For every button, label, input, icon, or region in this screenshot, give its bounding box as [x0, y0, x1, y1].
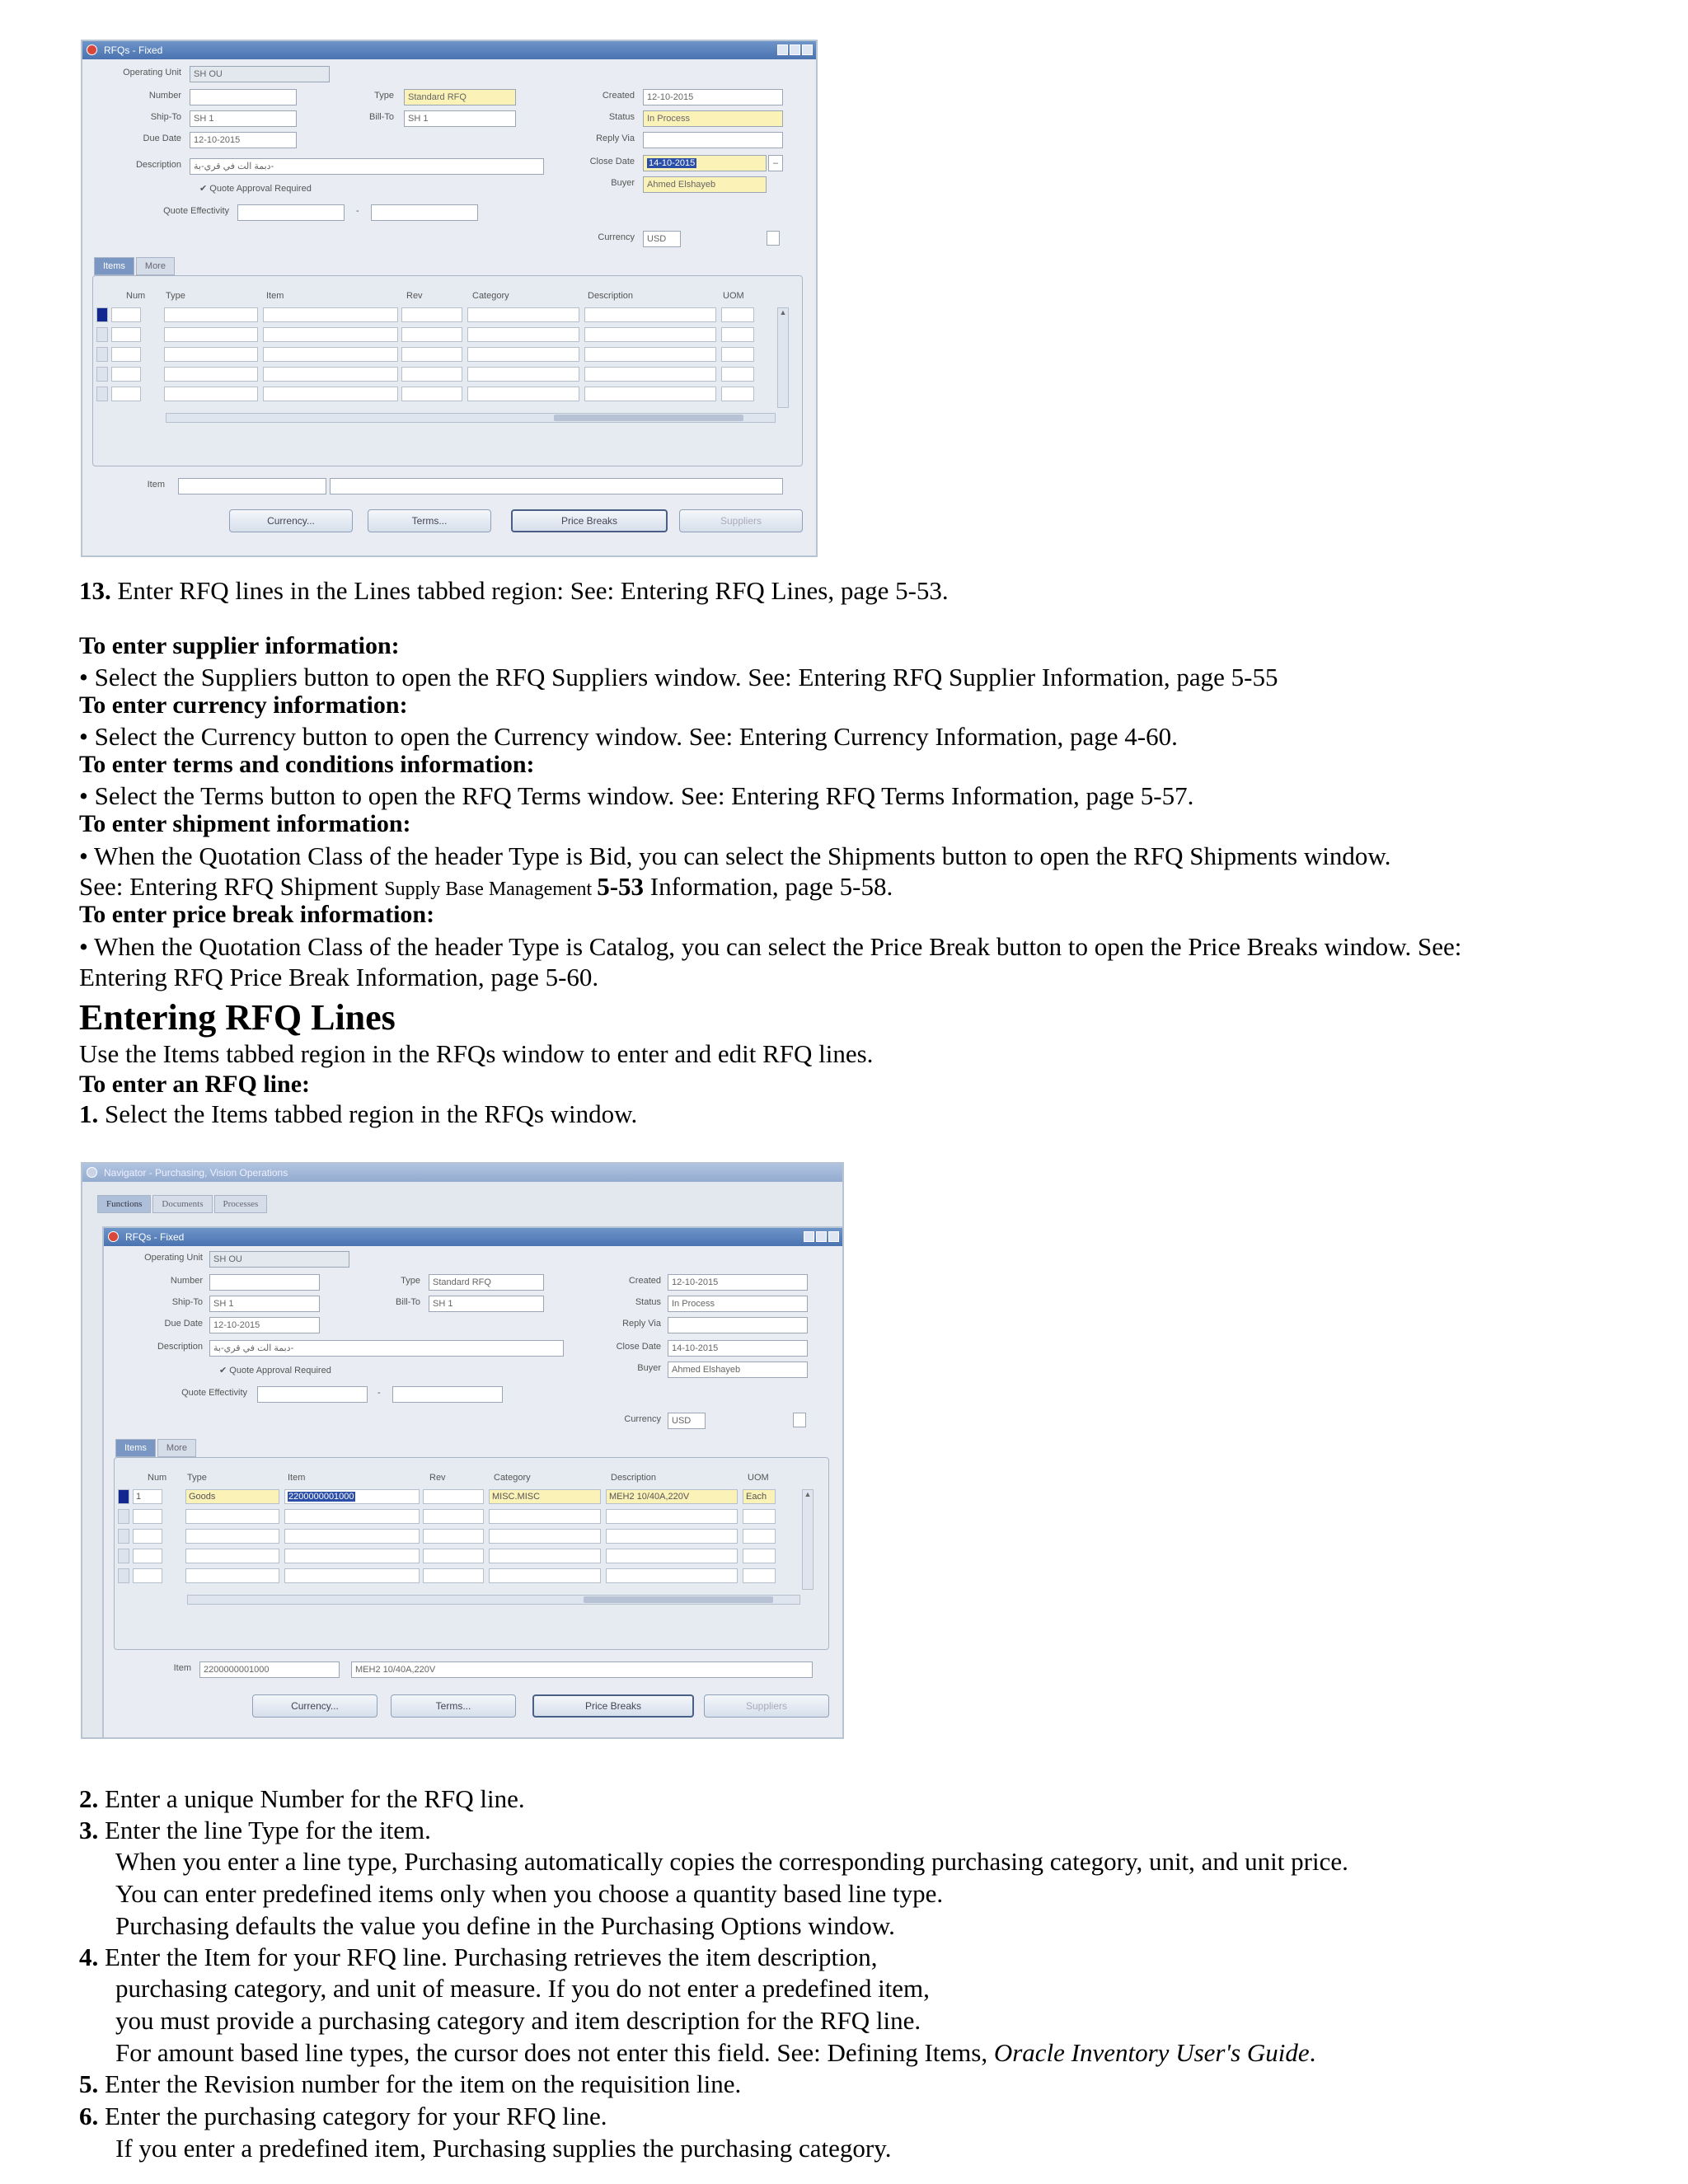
step-5: [79, 2069, 741, 2100]
col-rev: Rev: [429, 1473, 446, 1483]
step-4: [79, 1942, 878, 1973]
grid-cell[interactable]: [185, 1509, 279, 1524]
grid-cell[interactable]: [111, 327, 141, 342]
quote-approval-checkbox[interactable]: ✔ Quote Approval Required: [199, 184, 312, 194]
detail-text: For amount based line types, the cursor does not enter this field. See: Defining Items,: [115, 2038, 994, 2067]
item-description-field[interactable]: [330, 478, 783, 494]
label-operating-unit: Operating Unit: [123, 68, 181, 77]
step-3-detail-a: When you enter a line type, Purchasing automatically copies the corresponding purchasing category, unit, and unit price.: [115, 1847, 1348, 1876]
item-description-field[interactable]: MEH2 10/40A,220V: [351, 1661, 813, 1678]
minimize-icon[interactable]: [804, 1231, 814, 1242]
item-code-field[interactable]: [178, 478, 326, 494]
label-reply-via: Reply Via: [622, 1319, 661, 1329]
step-text: Enter the Revision number for the item on the requisition line.: [98, 2069, 742, 2098]
label-due-date: Due Date: [143, 134, 181, 143]
step-number: 3.: [79, 1816, 99, 1844]
label-currency: Currency: [624, 1414, 661, 1424]
col-uom: UOM: [748, 1473, 769, 1483]
grid-cell[interactable]: [284, 1509, 420, 1524]
quote-approval-checkbox[interactable]: ✔ Quote Approval Required: [219, 1366, 331, 1376]
currency-field[interactable]: USD: [668, 1413, 706, 1429]
grid-cell[interactable]: [423, 1489, 484, 1504]
navigator-tabs: [97, 1195, 267, 1213]
grid-cell[interactable]: [111, 347, 141, 362]
grid-cell[interactable]: [133, 1568, 162, 1583]
label-close-date: Close Date: [616, 1342, 661, 1352]
label-item: Item: [173, 1663, 191, 1673]
grid-cell[interactable]: [467, 347, 579, 362]
quote-effectivity-from[interactable]: [257, 1386, 368, 1403]
row-selector[interactable]: [118, 1509, 129, 1524]
grid-cell[interactable]: [401, 307, 462, 322]
due-date-field[interactable]: 12-10-2015: [190, 132, 297, 148]
price-breaks-button[interactable]: Price Breaks: [511, 509, 668, 532]
grid-cell[interactable]: [133, 1529, 162, 1544]
heading-enter-line: To enter an RFQ line:: [79, 1071, 311, 1098]
grid-cell[interactable]: [606, 1568, 738, 1583]
label-type: Type: [374, 91, 394, 101]
grid-cell[interactable]: [467, 367, 579, 382]
grid-cell[interactable]: [401, 347, 462, 362]
navigator-titlebar: [82, 1164, 842, 1182]
grid-cell[interactable]: [489, 1509, 601, 1524]
nav-tab-documents[interactable]: Documents: [152, 1195, 212, 1213]
section-title: Entering RFQ Lines: [79, 997, 396, 1038]
label-status: Status: [635, 1297, 661, 1307]
col-description: Description: [588, 291, 634, 301]
label-quote-effectivity: Quote Effectivity: [163, 206, 229, 216]
grid-cell[interactable]: [423, 1529, 484, 1544]
step-4-detail-b: you must provide a purchasing category and item description for the RFQ line.: [115, 2006, 921, 2035]
step-number: 5.: [79, 2069, 99, 2098]
col-item: Item: [266, 291, 284, 301]
nav-tab-functions[interactable]: Functions: [97, 1195, 151, 1213]
tab-more[interactable]: More: [136, 257, 175, 275]
para-currency: • Select the Currency button to open the Currency window. See: Entering Currency Information, page 4-60.: [79, 722, 1178, 751]
type-field[interactable]: Standard RFQ: [404, 89, 516, 105]
grid-cell[interactable]: [584, 327, 716, 342]
due-date-field[interactable]: 12-10-2015: [209, 1317, 320, 1333]
grid-cell[interactable]: [743, 1568, 776, 1583]
grid-horizontal-scrollbar[interactable]: [166, 413, 776, 423]
grid-cell[interactable]: [467, 307, 579, 322]
row-selector[interactable]: [96, 307, 108, 322]
grid-cell[interactable]: Each: [743, 1489, 776, 1504]
running-page-number: 5-53: [597, 872, 645, 901]
label-buyer: Buyer: [611, 178, 635, 188]
grid-cell[interactable]: [164, 307, 258, 322]
step-3: [79, 1815, 431, 1846]
buyer-field[interactable]: Ahmed Elshayeb: [668, 1361, 808, 1378]
close-date-lov-button[interactable]: –: [768, 155, 783, 171]
quote-effectivity-dash: -: [377, 1388, 381, 1398]
step-number: 13.: [79, 576, 111, 605]
grid-vertical-scrollbar[interactable]: ▲: [802, 1489, 814, 1590]
step-13: [79, 575, 949, 607]
terms-button[interactable]: Terms...: [391, 1694, 516, 1718]
heading-price-break: To enter price break information:: [79, 901, 435, 928]
heading-currency: To enter currency information:: [79, 691, 408, 719]
grid-cell[interactable]: [164, 347, 258, 362]
col-type: Type: [187, 1473, 207, 1483]
grid-cell[interactable]: [263, 387, 398, 401]
type-field[interactable]: Standard RFQ: [429, 1274, 544, 1291]
number-field[interactable]: [209, 1274, 320, 1291]
buyer-field[interactable]: Ahmed Elshayeb: [643, 176, 767, 193]
row-selector[interactable]: [118, 1529, 129, 1544]
tab-items[interactable]: Items: [94, 257, 134, 275]
grid-cell[interactable]: [164, 327, 258, 342]
grid-cell[interactable]: [133, 1549, 162, 1563]
quote-effectivity-to[interactable]: [371, 204, 478, 221]
nav-tab-processes[interactable]: Processes: [214, 1195, 268, 1213]
grid-cell[interactable]: [584, 367, 716, 382]
grid-cell[interactable]: [111, 307, 141, 322]
col-item: Item: [288, 1473, 306, 1483]
row-selector[interactable]: [118, 1549, 129, 1563]
grid-cell[interactable]: [423, 1549, 484, 1563]
heading-shipment: To enter shipment information:: [79, 810, 411, 837]
step-6: [79, 2101, 607, 2132]
price-breaks-button[interactable]: Price Breaks: [532, 1694, 694, 1718]
grid-cell[interactable]: [721, 307, 754, 322]
grid-cell[interactable]: [185, 1549, 279, 1563]
grid-cell[interactable]: [185, 1568, 279, 1583]
description-field[interactable]: دبمة الت في قري-بة-: [209, 1340, 564, 1357]
reply-via-field[interactable]: [668, 1317, 808, 1333]
grid-cell[interactable]: [263, 307, 398, 322]
grid-cell[interactable]: [284, 1568, 420, 1583]
grid-cell[interactable]: [133, 1509, 162, 1524]
tab-strip: [94, 257, 175, 275]
quote-approval-label: Quote Approval Required: [209, 184, 312, 194]
status-field[interactable]: In Process: [643, 110, 783, 127]
grid-cell[interactable]: [401, 387, 462, 401]
item-code-field[interactable]: 2200000001000: [199, 1661, 340, 1678]
selected-item-value: 2200000001000: [288, 1492, 354, 1502]
grid-cell[interactable]: [721, 347, 754, 362]
grid-cell[interactable]: [467, 387, 579, 401]
grid-cell[interactable]: [111, 387, 141, 401]
window-controls[interactable]: [777, 45, 813, 55]
quote-effectivity-dash: -: [356, 206, 359, 216]
suppliers-button[interactable]: Suppliers: [679, 509, 803, 532]
currency-button[interactable]: Currency...: [252, 1694, 377, 1718]
created-field[interactable]: 12-10-2015: [643, 89, 783, 105]
grid-cell[interactable]: [423, 1568, 484, 1583]
grid-cell[interactable]: [489, 1549, 601, 1563]
label-reply-via: Reply Via: [596, 134, 635, 143]
label-status: Status: [608, 112, 635, 122]
label-number: Number: [148, 91, 181, 101]
grid-cell[interactable]: MISC.MISC: [489, 1489, 601, 1504]
lines-grid: [114, 1457, 829, 1650]
heading-supplier: To enter supplier information:: [79, 632, 400, 659]
step-text: Enter the Item for your RFQ line. Purchasing retrieves the item description,: [98, 1943, 878, 1971]
grid-cell[interactable]: [284, 1489, 420, 1504]
close-date-value: 14-10-2015: [649, 158, 696, 168]
grid-cell[interactable]: [263, 347, 398, 362]
currency-field[interactable]: USD: [643, 231, 681, 247]
grid-cell[interactable]: [423, 1509, 484, 1524]
grid-cell[interactable]: [401, 327, 462, 342]
para-terms: • Select the Terms button to open the RFQ Terms window. See: Entering RFQ Terms Information, page 5-57.: [79, 781, 1194, 810]
col-rev: Rev: [406, 291, 423, 301]
label-quote-effectivity: Quote Effectivity: [181, 1388, 247, 1398]
label-item: Item: [147, 480, 165, 490]
window-titlebar: [82, 41, 816, 59]
col-category: Category: [494, 1473, 531, 1483]
grid-cell[interactable]: 1: [133, 1489, 162, 1504]
para-lines: Use the Items tabbed region in the RFQs window to enter and edit RFQ lines.: [79, 1039, 874, 1068]
tab-strip: [115, 1439, 196, 1457]
grid-cell[interactable]: [584, 307, 716, 322]
shipment-text-d: Information, page 5-58.: [644, 872, 893, 901]
para-supplier: • Select the Suppliers button to open the RFQ Suppliers window. See: Entering RFQ Supplier Information, page 5-55: [79, 663, 1278, 691]
rfq-form-screenshot-2: [102, 1226, 844, 1739]
running-footer: Supply Base Management: [384, 879, 598, 900]
grid-cell[interactable]: [263, 367, 398, 382]
grid-cell[interactable]: [606, 1509, 738, 1524]
tab-items[interactable]: Items: [115, 1439, 156, 1457]
step-number: 4.: [79, 1943, 99, 1971]
heading-terms: To enter terms and conditions information:: [79, 751, 535, 778]
navigator-title: Navigator - Purchasing, Vision Operations: [104, 1167, 288, 1179]
label-ship-to: Ship-To: [150, 112, 181, 122]
quote-approval-label: Quote Approval Required: [229, 1366, 331, 1376]
close-date-field[interactable]: [643, 155, 767, 171]
bill-to-field[interactable]: SH 1: [404, 110, 516, 127]
operating-unit-field[interactable]: SH OU: [209, 1251, 349, 1268]
label-close-date: Close Date: [589, 157, 635, 166]
step-number: 1.: [79, 1099, 99, 1128]
col-type: Type: [166, 291, 185, 301]
grid-cell[interactable]: [401, 367, 462, 382]
rfq-form-screenshot-1: [81, 40, 818, 557]
row-selector[interactable]: [96, 367, 108, 382]
currency-button[interactable]: Currency...: [229, 509, 353, 532]
step-text: Enter a unique Number for the RFQ line.: [98, 1784, 525, 1813]
step-number: 2.: [79, 1784, 99, 1813]
grid-cell[interactable]: [743, 1549, 776, 1563]
tab-more[interactable]: More: [157, 1439, 196, 1457]
row-selector[interactable]: [118, 1489, 129, 1504]
minimize-icon[interactable]: [777, 45, 788, 55]
attachment-icon[interactable]: [793, 1413, 806, 1427]
maximize-icon[interactable]: [790, 45, 800, 55]
label-operating-unit: Operating Unit: [144, 1253, 203, 1263]
grid-cell[interactable]: [284, 1549, 420, 1563]
window-title: RFQs - Fixed: [104, 45, 163, 56]
bill-to-field[interactable]: SH 1: [429, 1296, 544, 1312]
para-price-2: Entering RFQ Price Break Information, page 5-60.: [79, 963, 599, 991]
grid-vertical-scrollbar[interactable]: ▲: [777, 307, 789, 408]
row-selector[interactable]: [96, 347, 108, 362]
description-field[interactable]: دبمة الت في قري-بة-: [190, 158, 544, 175]
step-text: Select the Items tabbed region in the RFQs window.: [98, 1099, 638, 1128]
oracle-icon: [87, 45, 97, 55]
para-shipment-1: • When the Quotation Class of the header Type is Bid, you can select the Shipments button to open the RFQ Shipments window.: [79, 841, 1391, 870]
col-num: Num: [126, 291, 146, 301]
grid-cell[interactable]: [263, 327, 398, 342]
suppliers-button[interactable]: Suppliers: [704, 1694, 829, 1718]
label-buyer: Buyer: [637, 1363, 661, 1373]
ship-to-field[interactable]: SH 1: [209, 1296, 320, 1312]
guide-title: Oracle Inventory User's Guide: [993, 2038, 1310, 2067]
para-price-1: • When the Quotation Class of the header Type is Catalog, you can select the Price Break button to open the Price Breaks window. See:: [79, 932, 1462, 961]
label-created: Created: [628, 1276, 661, 1286]
quote-effectivity-from[interactable]: [237, 204, 345, 221]
ship-to-field[interactable]: SH 1: [190, 110, 297, 127]
step-3-detail-c: Purchasing defaults the value you define in the Purchasing Options window.: [115, 1911, 895, 1940]
step-6-detail-a: If you enter a predefined item, Purchasing supplies the purchasing category.: [115, 2134, 892, 2163]
grid-cell[interactable]: Goods: [185, 1489, 279, 1504]
grid-cell[interactable]: [743, 1509, 776, 1524]
grid-cell[interactable]: MEH2 10/40A,220V: [606, 1489, 738, 1504]
step-text: Enter the purchasing category for your RFQ line.: [98, 2102, 607, 2130]
created-field[interactable]: 12-10-2015: [668, 1274, 808, 1291]
grid-cell[interactable]: [606, 1549, 738, 1563]
label-description: Description: [135, 160, 181, 170]
label-number: Number: [170, 1276, 203, 1286]
label-created: Created: [602, 91, 635, 101]
label-due-date: Due Date: [164, 1319, 203, 1329]
window-title: RFQs - Fixed: [125, 1231, 185, 1243]
lines-grid: [92, 275, 803, 466]
grid-cell[interactable]: [606, 1529, 738, 1544]
grid-cell[interactable]: [721, 327, 754, 342]
col-category: Category: [472, 291, 509, 301]
grid-cell[interactable]: [489, 1568, 601, 1583]
close-icon[interactable]: [802, 45, 813, 55]
operating-unit-field[interactable]: SH OU: [190, 66, 330, 82]
grid-cell[interactable]: [111, 367, 141, 382]
step-text: Enter the line Type for the item.: [98, 1816, 431, 1844]
step-3-detail-b: You can enter predefined items only when you choose a quantity based line type.: [115, 1879, 944, 1908]
oracle-icon: [87, 1167, 97, 1178]
step-text: Enter RFQ lines in the Lines tabbed region: See: Entering RFQ Lines, page 5-53.: [110, 576, 949, 605]
label-ship-to: Ship-To: [171, 1297, 203, 1307]
grid-cell[interactable]: [721, 367, 754, 382]
quote-effectivity-to[interactable]: [392, 1386, 503, 1403]
step-2: [79, 1783, 525, 1815]
grid-cell[interactable]: [164, 387, 258, 401]
grid-cell[interactable]: [284, 1529, 420, 1544]
status-field[interactable]: In Process: [668, 1296, 808, 1312]
shipment-text-a: See: Entering RFQ Shipment: [79, 872, 385, 901]
label-description: Description: [157, 1342, 203, 1352]
reply-via-field[interactable]: [643, 132, 783, 148]
col-num: Num: [148, 1473, 167, 1483]
close-date-field[interactable]: 14-10-2015: [668, 1340, 808, 1357]
grid-horizontal-scrollbar[interactable]: [187, 1595, 800, 1605]
oracle-icon: [108, 1231, 119, 1242]
row-selector[interactable]: [118, 1568, 129, 1583]
grid-cell[interactable]: [164, 367, 258, 382]
detail-end: .: [1309, 2038, 1316, 2067]
label-currency: Currency: [598, 232, 635, 242]
window-titlebar: [104, 1228, 842, 1246]
grid-cell[interactable]: [185, 1529, 279, 1544]
attachment-icon[interactable]: [767, 231, 780, 246]
grid-cell[interactable]: [721, 387, 754, 401]
col-uom: UOM: [723, 291, 744, 301]
step-4-detail-c: [115, 2037, 1315, 2069]
grid-cell[interactable]: [489, 1529, 601, 1544]
terms-button[interactable]: Terms...: [368, 509, 491, 532]
grid-cell[interactable]: [584, 387, 716, 401]
grid-cell[interactable]: [467, 327, 579, 342]
navigator-window-screenshot: [81, 1162, 844, 1739]
step-4-detail-a: purchasing category, and unit of measure. If you do not enter a predefined item,: [115, 1974, 930, 2003]
step-number: 6.: [79, 2102, 99, 2130]
row-selector[interactable]: [96, 387, 108, 401]
label-type: Type: [401, 1276, 420, 1286]
close-icon[interactable]: [828, 1231, 839, 1242]
step-1: [79, 1099, 637, 1130]
window-controls[interactable]: [804, 1231, 839, 1242]
grid-cell[interactable]: [584, 347, 716, 362]
col-description: Description: [611, 1473, 657, 1483]
maximize-icon[interactable]: [816, 1231, 827, 1242]
row-selector[interactable]: [96, 327, 108, 342]
grid-cell[interactable]: [743, 1529, 776, 1544]
number-field[interactable]: [190, 89, 297, 105]
label-bill-to: Bill-To: [396, 1297, 420, 1307]
label-bill-to: Bill-To: [369, 112, 394, 122]
